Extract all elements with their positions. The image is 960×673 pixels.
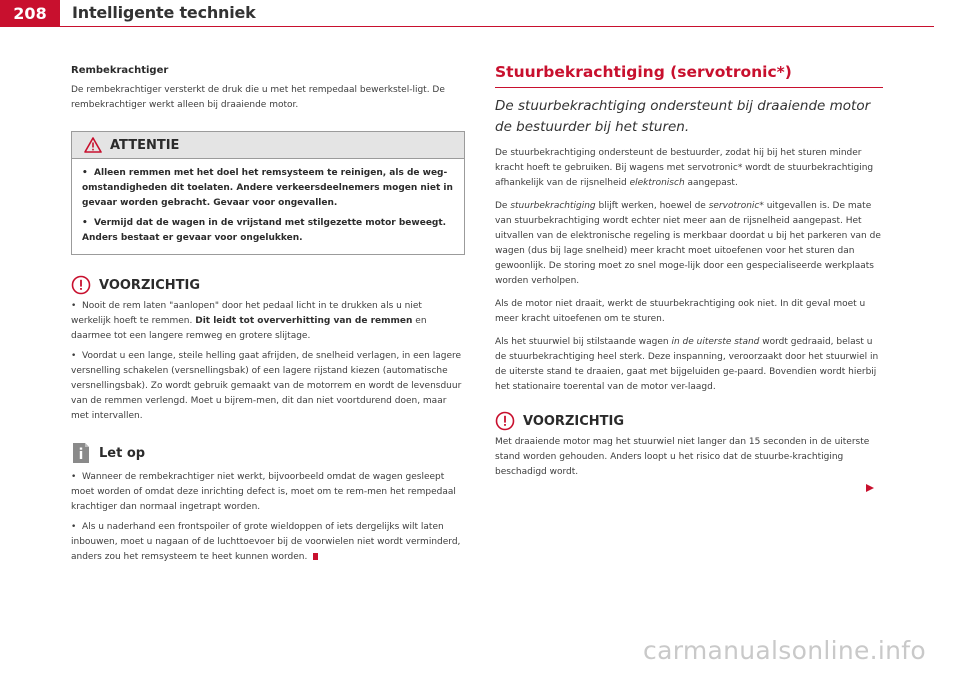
attention-bullet-text: Vermijd dat de wagen in de vrijstand met stilgezette motor beweegt. Anders bestaat er gevaar voor ongelukken.: [82, 218, 447, 243]
brake-booster-text: De rembekrachtiger versterkt de druk die u met het rempedaal bewerkstel-ligt. De rembekrachtiger werkt alleen bij draaiende motor.: [71, 85, 445, 110]
note-bullet: • Als u naderhand een frontspoiler of grote wieldoppen of iets dergelijks wilt laten inbouwen, moet u nagaan of de luchttoevoer bij de voorwielen niet wordt verminderd, anders zou het remsysteem te heet kunnen worden.: [71, 522, 461, 562]
caution-bullet-tail: en daarmee tot een langere remweg en grotere slijtage.: [71, 316, 427, 341]
paragraph-1: [495, 146, 883, 191]
attention-bullet-text: Alleen remmen met het doel het remsysteem te reinigen, als de weg-omstandigheden dit toelaten. Andere verkeersdeelnemers mogen niet in gevaar worden gebracht. Gevaar voor ongevallen.: [82, 168, 453, 208]
caution-heading: VOORZICHTIG: [99, 277, 201, 293]
attention-heading: ATTENTIE: [110, 137, 180, 153]
paragraph-text: uitgevallen is. De mate van stuurbekrachtiging wordt echter niet meer aan de rijsnelheid aangepast. Het uitvallen van de elektronische regeling is merkbaar doordat u bij het parkeren van de wagen (dus bij lage snelheid) meer kracht moet uitoefenen voor het sturen dan gewoonlijk. De storing moet zo snel moge-lijk door een gespecialiseerde werkplaats worden verholpen.: [495, 201, 881, 286]
watermark: carmanualsonline.info: [643, 636, 926, 665]
paragraph-text: wordt gedraaid, belast u de stuurbekrachtiging heel sterk. Deze inspanning, veroorzaakt door het stuurwiel in de uiterste stand te draaien, gaat met bijgeluiden ge-paard. Bovendien wordt hierbij het stationaire toerental van de motor ver-laagd.: [495, 337, 879, 392]
paragraph-4: [495, 335, 883, 395]
page-number: 208: [0, 0, 60, 27]
page-header-title: Intelligente techniek: [72, 3, 256, 22]
attention-header: [72, 132, 464, 159]
caution-circle-icon: [71, 275, 91, 295]
caution-bullet-text: Voordat u een lange, steile helling gaat afrijden, de snelheid verlagen, in een lagere versnelling schakelen (versnellingsbak) of een lagere rijstand kiezen (automatische versnellingsbak). Zo wordt gebruik gemaakt van de motorrem en wordt de levensduur van de remmen verlengd. Moet u bijrem-men, dit dan niet voortdurend doen, maar met intervallen.: [71, 351, 462, 421]
header-divider: [60, 26, 934, 27]
continue-arrow-icon: [865, 483, 875, 493]
section-end-marker: [313, 553, 318, 560]
caution-heading: VOORZICHTIG: [523, 413, 625, 429]
brake-booster-heading: Rembekrachtiger: [71, 65, 169, 76]
note-heading: Let op: [99, 445, 146, 461]
warning-triangle-icon: [84, 137, 102, 153]
caution-text: Met draaiende motor mag het stuurwiel niet langer dan 15 seconden in de uiterste stand worden gehouden. Anders loopt u het risico dat de stuurbe-krachtiging beschadigd wordt.: [495, 437, 870, 477]
paragraph-italic: stuurbekrachtiging: [510, 201, 596, 211]
caution-header: [71, 275, 464, 295]
paragraph-text: De stuurbekrachtiging ondersteunt de bestuurder, zodat hij bij het sturen minder kracht hoeft te gebruiken. Bij wagens met servotronic* wordt de stuurbekrachtiging afhankelijk van de rijsnelheid: [495, 148, 874, 188]
attention-bullet: • Vermijd dat de wagen in de vrijstand met stilgezette motor beweegt. Anders bestaat er gevaar voor ongelukken.: [82, 218, 447, 243]
paragraph-text: blijft werken, hoewel de: [595, 201, 709, 211]
note-bullet-text: Wanneer de rembekrachtiger niet werkt, bijvoorbeeld omdat de wagen gesleept moet worden of omdat deze inrichting defect is, moet om te rem-men het rempedaal krachtiger dan normaal ingetrapt worden.: [71, 472, 456, 512]
attention-bullet: • Alleen remmen met het doel het remsysteem te reinigen, als de weg-omstandigheden dit toelaten. Andere verkeersdeelnemers mogen niet in gevaar worden gebracht. Gevaar voor ongevallen.: [82, 168, 453, 208]
caution-bullet: • Nooit de rem laten "aanlopen" door het pedaal licht in te drukken als u niet werkelijk hoeft te remmen. Dit leidt tot oververhitting van de remmen en daarmee tot een langere remweg en grotere slijtage.: [71, 301, 427, 341]
paragraph-3: Als de motor niet draait, werkt de stuurbekrachtiging ook niet. In dit geval moet u meer kracht uitoefenen om te sturen.: [495, 299, 866, 324]
caution-circle-icon: [495, 411, 515, 431]
right-column: [495, 62, 883, 480]
note-bullet: • Wanneer de rembekrachtiger niet werkt, bijvoorbeeld omdat de wagen gesleept moet worden of omdat deze inrichting defect is, moet om te rem-men het rempedaal krachtiger dan normaal ingetrapt worden.: [71, 472, 456, 512]
note-header: [71, 442, 464, 464]
paragraph-text: Als het stuurwiel bij stilstaande wagen: [495, 337, 672, 347]
caution-header: [495, 411, 883, 431]
caution-bullet-text: Nooit de rem laten "aanlopen" door het pedaal licht in te drukken als u niet werkelijk hoeft te remmen.: [71, 301, 422, 326]
paragraph-text: De: [495, 201, 511, 211]
section-lead: De stuurbekrachtiging ondersteunt bij draaiende motor de bestuurder bij het sturen.: [495, 98, 871, 135]
paragraph-2: [495, 199, 883, 289]
paragraph-italic: elektronisch: [629, 178, 685, 188]
note-bullet-text: Als u naderhand een frontspoiler of grote wieldoppen of iets dergelijks wilt laten inbouwen, moet u nagaan of de luchttoevoer bij de voorwielen niet wordt verminderd, anders zou het remsysteem te heet kunnen worden.: [71, 522, 461, 562]
attention-body: [72, 159, 464, 254]
paragraph-text: aangepast.: [684, 178, 738, 188]
info-note-icon: [71, 442, 91, 464]
attention-box: [71, 131, 465, 255]
caution-bullet-bold: Dit leidt tot oververhitting van de remmen: [195, 316, 413, 326]
paragraph-italic: in de uiterste stand: [671, 337, 760, 347]
paragraph-italic: servotronic*: [708, 201, 764, 211]
left-column: [71, 63, 464, 570]
section-title: Stuurbekrachtiging (servotronic*): [495, 62, 883, 88]
caution-bullet: • Voordat u een lange, steile helling gaat afrijden, de snelheid verlagen, in een lagere versnelling schakelen (versnellingsbak) of een lagere rijstand kiezen (automatische versnellingsbak). Zo wordt gebruik gemaakt van de motorrem en wordt de levensduur van de remmen verlengd. Moet u bijrem-men, dit dan niet voortdurend doen, maar met intervallen.: [71, 351, 462, 421]
